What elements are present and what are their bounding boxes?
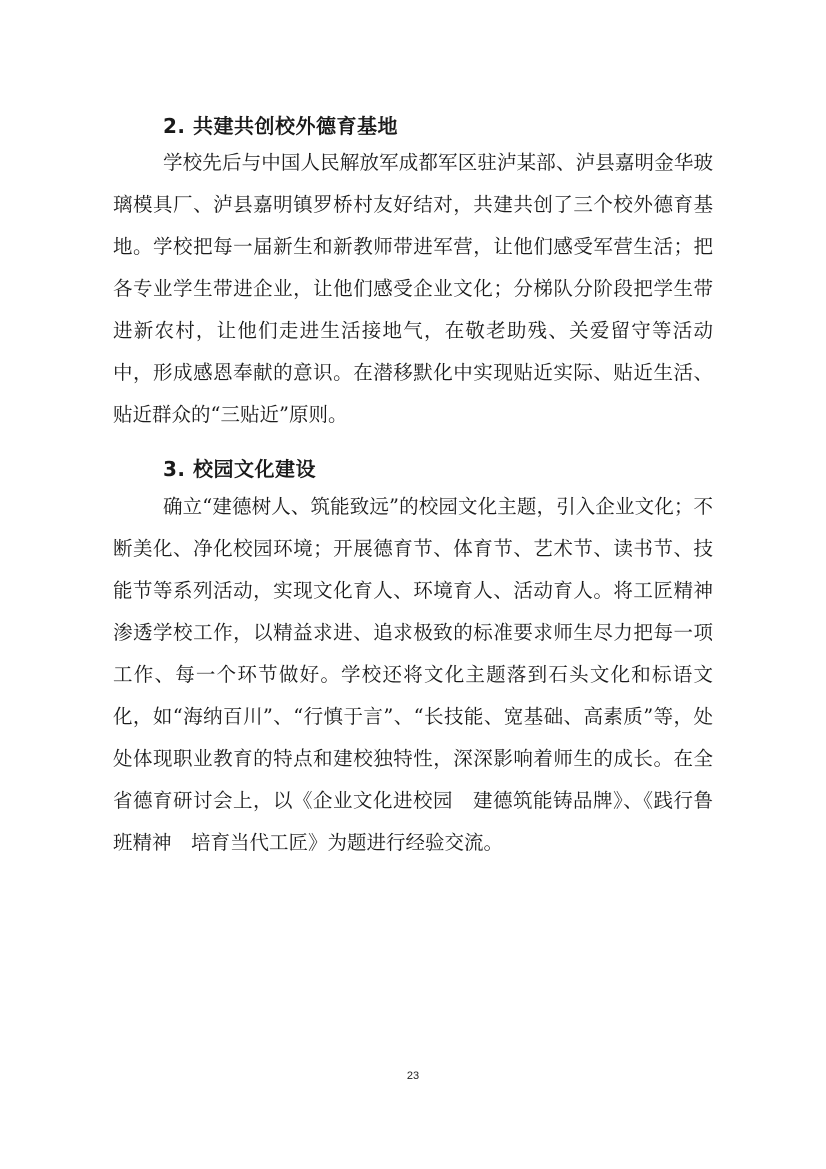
section-heading-2: 2. 共建共创校外德育基地 bbox=[163, 114, 398, 138]
section-paragraph-2: 学校先后与中国人民解放军成都军区驻泸某部、泸县嘉明金华玻璃模具厂、泸县嘉明镇罗桥村友好结对，共建共创了三个校外德育基地。学校把每一届新生和新教师带进军营，让他们感受军营生活；把各专业学生带进企业，让他们感受企业文化；分梯队分阶段把学生带进新农村，让他们走进生活接地气，在敬老助残、关爱留守等活动中，形成感恩奉献的意识。在潜移默化中实现贴近实际、贴近生活、贴近群众的“三贴近”原则。 bbox=[113, 151, 713, 426]
section-heading-3: 3. 校园文化建设 bbox=[163, 457, 316, 481]
page-number: 23 bbox=[406, 1070, 420, 1082]
section-paragraph-3: 确立“建德树人、筑能致远”的校园文化主题，引入企业文化；不断美化、净化校园环境；开展德育节、体育节、艺术节、读书节、技能节等系列活动，实现文化育人、环境育人、活动育人。将工匠精神渗透学校工作，以精益求进、追求极致的标准要求师生尽力把每一项工作、每一个环节做好。学校还将文化主题落到石头文化和标语文化，如“海纳百川”、“行慎于言”、“长技能、宽基础、高素质”等，处处体现职业教育的特点和建校独特性，深深影响着师生的成长。在全省德育研讨会上，以《企业文化进校园 建德筑能铸品牌》、《践行鲁班精神 培育当代工匠》为题进行经验交流。 bbox=[113, 495, 713, 854]
